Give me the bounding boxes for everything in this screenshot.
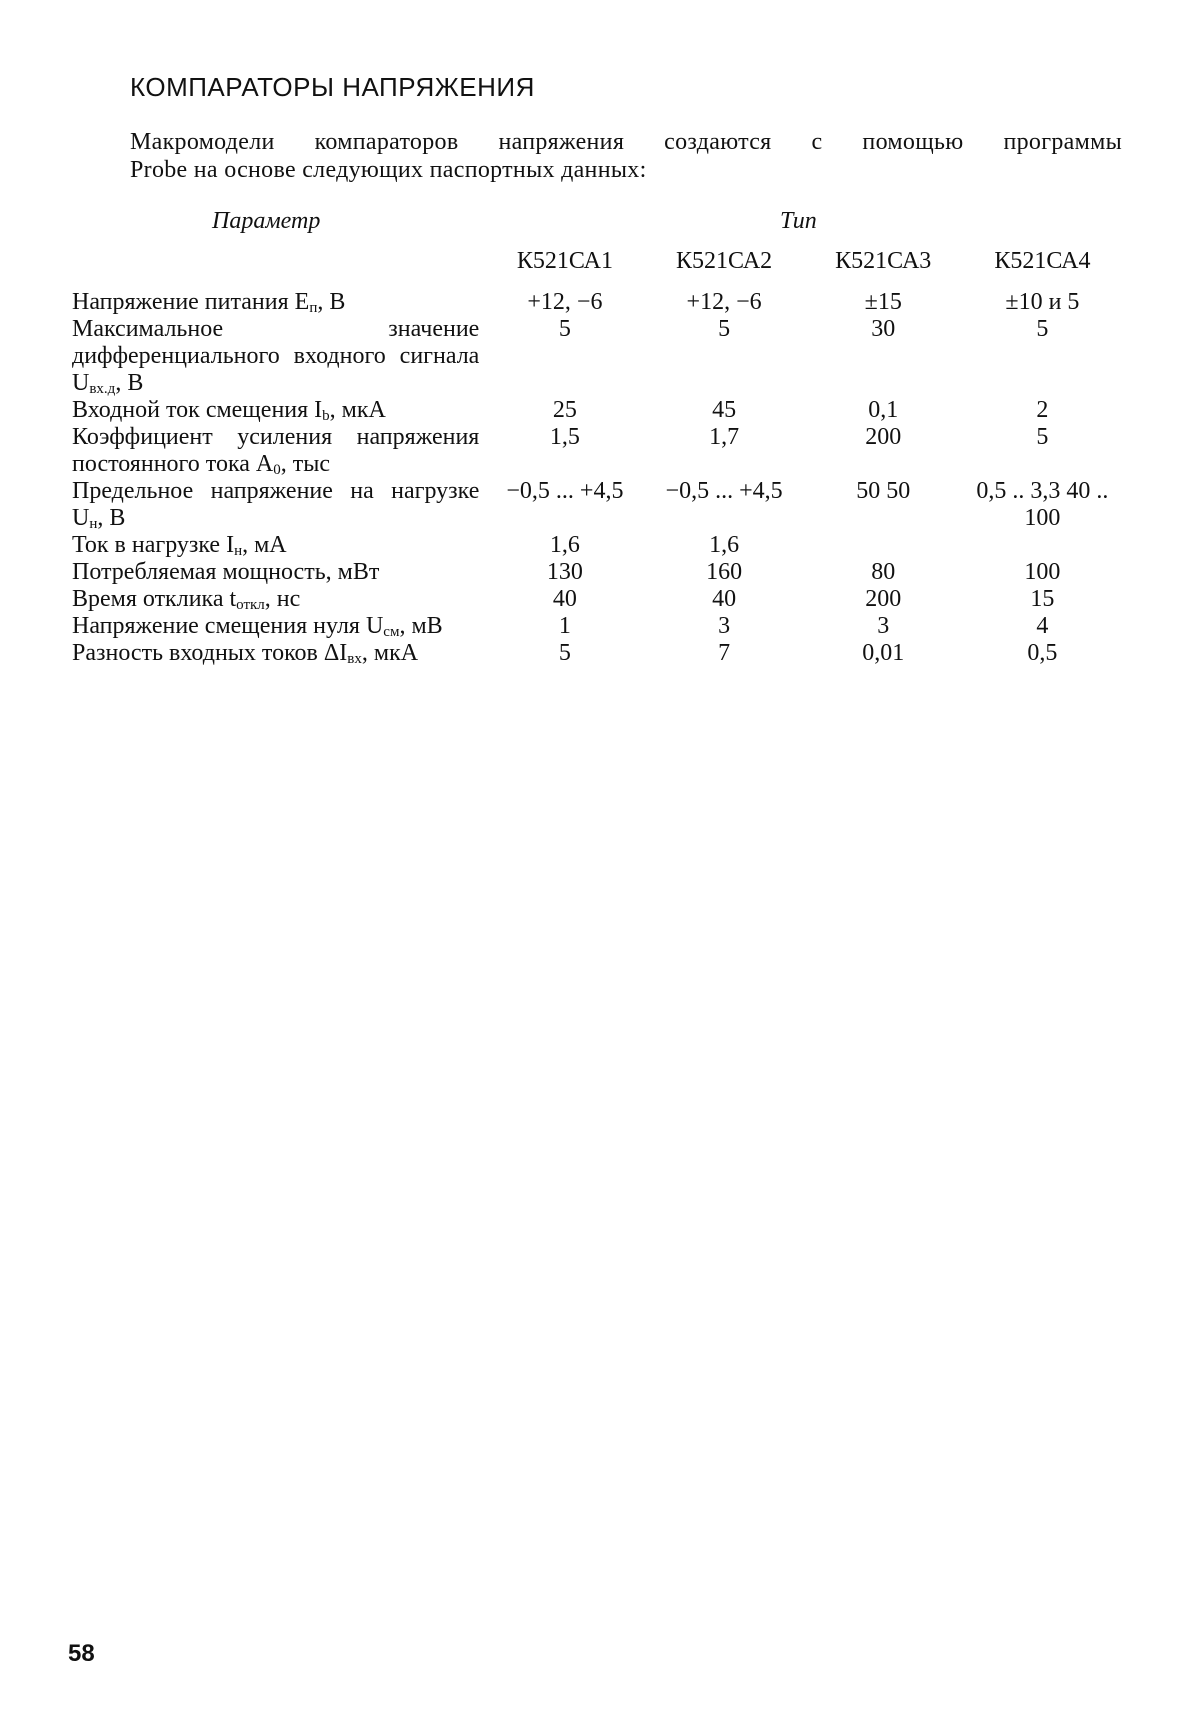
value-cell: 7	[718, 640, 731, 666]
intro-line-2: Probe на основе следующих паспортных данных:	[130, 157, 647, 183]
empty-header-cell	[72, 248, 485, 289]
value-cell: ±10 и 5	[1005, 289, 1080, 315]
parameter-unit: , мкА	[361, 640, 419, 666]
parameter-unit: , тыс	[280, 451, 330, 477]
parameter-unit: , В	[97, 505, 126, 531]
parameter-name: Ток в нагрузке I	[72, 532, 235, 558]
table-row	[72, 586, 1122, 613]
value-cell: 45	[712, 397, 737, 423]
value-cell: 3	[718, 613, 731, 639]
value-cell: 1,6	[549, 532, 580, 558]
value-cell: 3	[877, 613, 890, 639]
page-number: 58	[68, 1640, 95, 1667]
value-cell: 1,5	[549, 424, 580, 450]
parameter-unit: , мкА	[329, 397, 386, 423]
table-row	[72, 316, 1122, 397]
value-cell: 200	[865, 424, 902, 450]
type-header-row	[72, 248, 1122, 289]
parameter-name: Время отклика t	[72, 586, 237, 612]
value-cell: 160	[706, 559, 743, 585]
value-cell: ±15	[864, 289, 902, 315]
table-row	[72, 559, 1122, 586]
value-cell: 200	[865, 586, 902, 612]
value-cell: 5	[558, 640, 571, 666]
parameter-unit: , нс	[264, 586, 301, 612]
value-cell	[963, 532, 1122, 559]
parameter-cell	[72, 397, 485, 424]
value-cell: 5	[1036, 316, 1049, 342]
parameter-cell	[72, 640, 485, 667]
comparator-spec-table	[72, 248, 1122, 667]
value-cell: 1,7	[709, 424, 740, 450]
value-cell: +12, −6	[686, 289, 762, 315]
parameter-subscript: 0	[273, 462, 281, 478]
value-cell: 15	[1030, 586, 1055, 612]
value-cell: 5	[558, 316, 571, 342]
value-cell: 5	[718, 316, 731, 342]
table-row	[72, 397, 1122, 424]
value-cell: 25	[552, 397, 577, 423]
value-cell: 0,01	[862, 640, 905, 666]
value-cell: 130	[546, 559, 583, 585]
parameter-subscript: откл	[236, 597, 265, 613]
table-row	[72, 478, 1122, 532]
value-cell	[804, 532, 963, 559]
parameter-cell	[72, 289, 485, 316]
parameter-subscript: н	[234, 543, 243, 559]
value-cell: −0,5 ... +4,5	[506, 478, 624, 504]
parameter-cell	[72, 613, 485, 640]
parameter-unit: , В	[317, 289, 346, 315]
type-header-cell: К521СА2	[676, 248, 773, 274]
parameter-subscript: вх.д	[89, 381, 116, 397]
value-cell: −0,5 ... +4,5	[665, 478, 783, 504]
intro-paragraph	[72, 128, 1122, 184]
parameter-cell	[72, 532, 485, 559]
value-cell: 2	[1036, 397, 1049, 423]
parameter-heading: Параметр	[212, 208, 321, 234]
value-cell: 40	[712, 586, 737, 612]
value-cell: +12, −6	[527, 289, 603, 315]
parameter-cell	[72, 586, 485, 613]
section-title: КОМПАРАТОРЫ НАПРЯЖЕНИЯ	[130, 72, 535, 102]
table-row	[72, 289, 1122, 316]
parameter-name: Коэффициент усиления напряжения постоянного тока A	[72, 424, 480, 477]
parameter-name: Максимальное значение дифференциального входного сигнала U	[72, 316, 480, 396]
parameter-unit: , В	[115, 370, 144, 396]
intro-line-1: Макромодели компараторов напряжения создаются с помощью программы	[130, 129, 1122, 155]
value-cell: 80	[871, 559, 896, 585]
parameter-cell	[72, 316, 485, 397]
parameter-name: Разность входных токов ΔI	[72, 640, 348, 666]
value-cell: 5	[1036, 424, 1049, 450]
parameter-unit: , мА	[242, 532, 287, 558]
table-row	[72, 424, 1122, 478]
parameter-name: Напряжение смещения нуля U	[72, 613, 384, 639]
parameter-name: Входной ток смещения I	[72, 397, 323, 423]
table-row	[72, 640, 1122, 667]
parameter-subscript: вх	[347, 651, 362, 667]
parameter-subscript: b	[322, 408, 330, 424]
parameter-cell	[72, 478, 485, 532]
value-cell: 50 50	[856, 478, 911, 504]
parameter-subscript: н	[89, 516, 98, 532]
spec-table-body	[72, 289, 1122, 667]
value-cell: 0,5 .. 3,3 40 .. 100	[976, 478, 1109, 531]
value-cell: 0,1	[868, 397, 899, 423]
parameter-name: Потребляемая мощность, мВт	[72, 559, 380, 585]
type-header-cell: К521СА1	[516, 248, 613, 274]
type-heading: Тип	[780, 208, 817, 234]
parameter-cell	[72, 424, 485, 478]
parameter-cell	[72, 559, 485, 586]
value-cell: 4	[1036, 613, 1049, 639]
value-cell: 100	[1024, 559, 1061, 585]
value-cell: 30	[871, 316, 896, 342]
value-cell: 40	[552, 586, 577, 612]
type-header-cell: К521СА4	[994, 248, 1091, 274]
parameter-name: Напряжение питания E	[72, 289, 310, 315]
value-cell: 1	[558, 613, 571, 639]
parameter-subscript: см	[383, 624, 400, 640]
value-cell: 1,6	[709, 532, 740, 558]
table-row	[72, 532, 1122, 559]
parameter-unit: , мВ	[399, 613, 443, 639]
table-row	[72, 613, 1122, 640]
type-header-cell: К521СА3	[835, 248, 932, 274]
parameter-subscript: п	[309, 300, 318, 316]
parameter-name: Предельное напряжение на нагрузке U	[72, 478, 480, 531]
value-cell: 0,5	[1027, 640, 1058, 666]
